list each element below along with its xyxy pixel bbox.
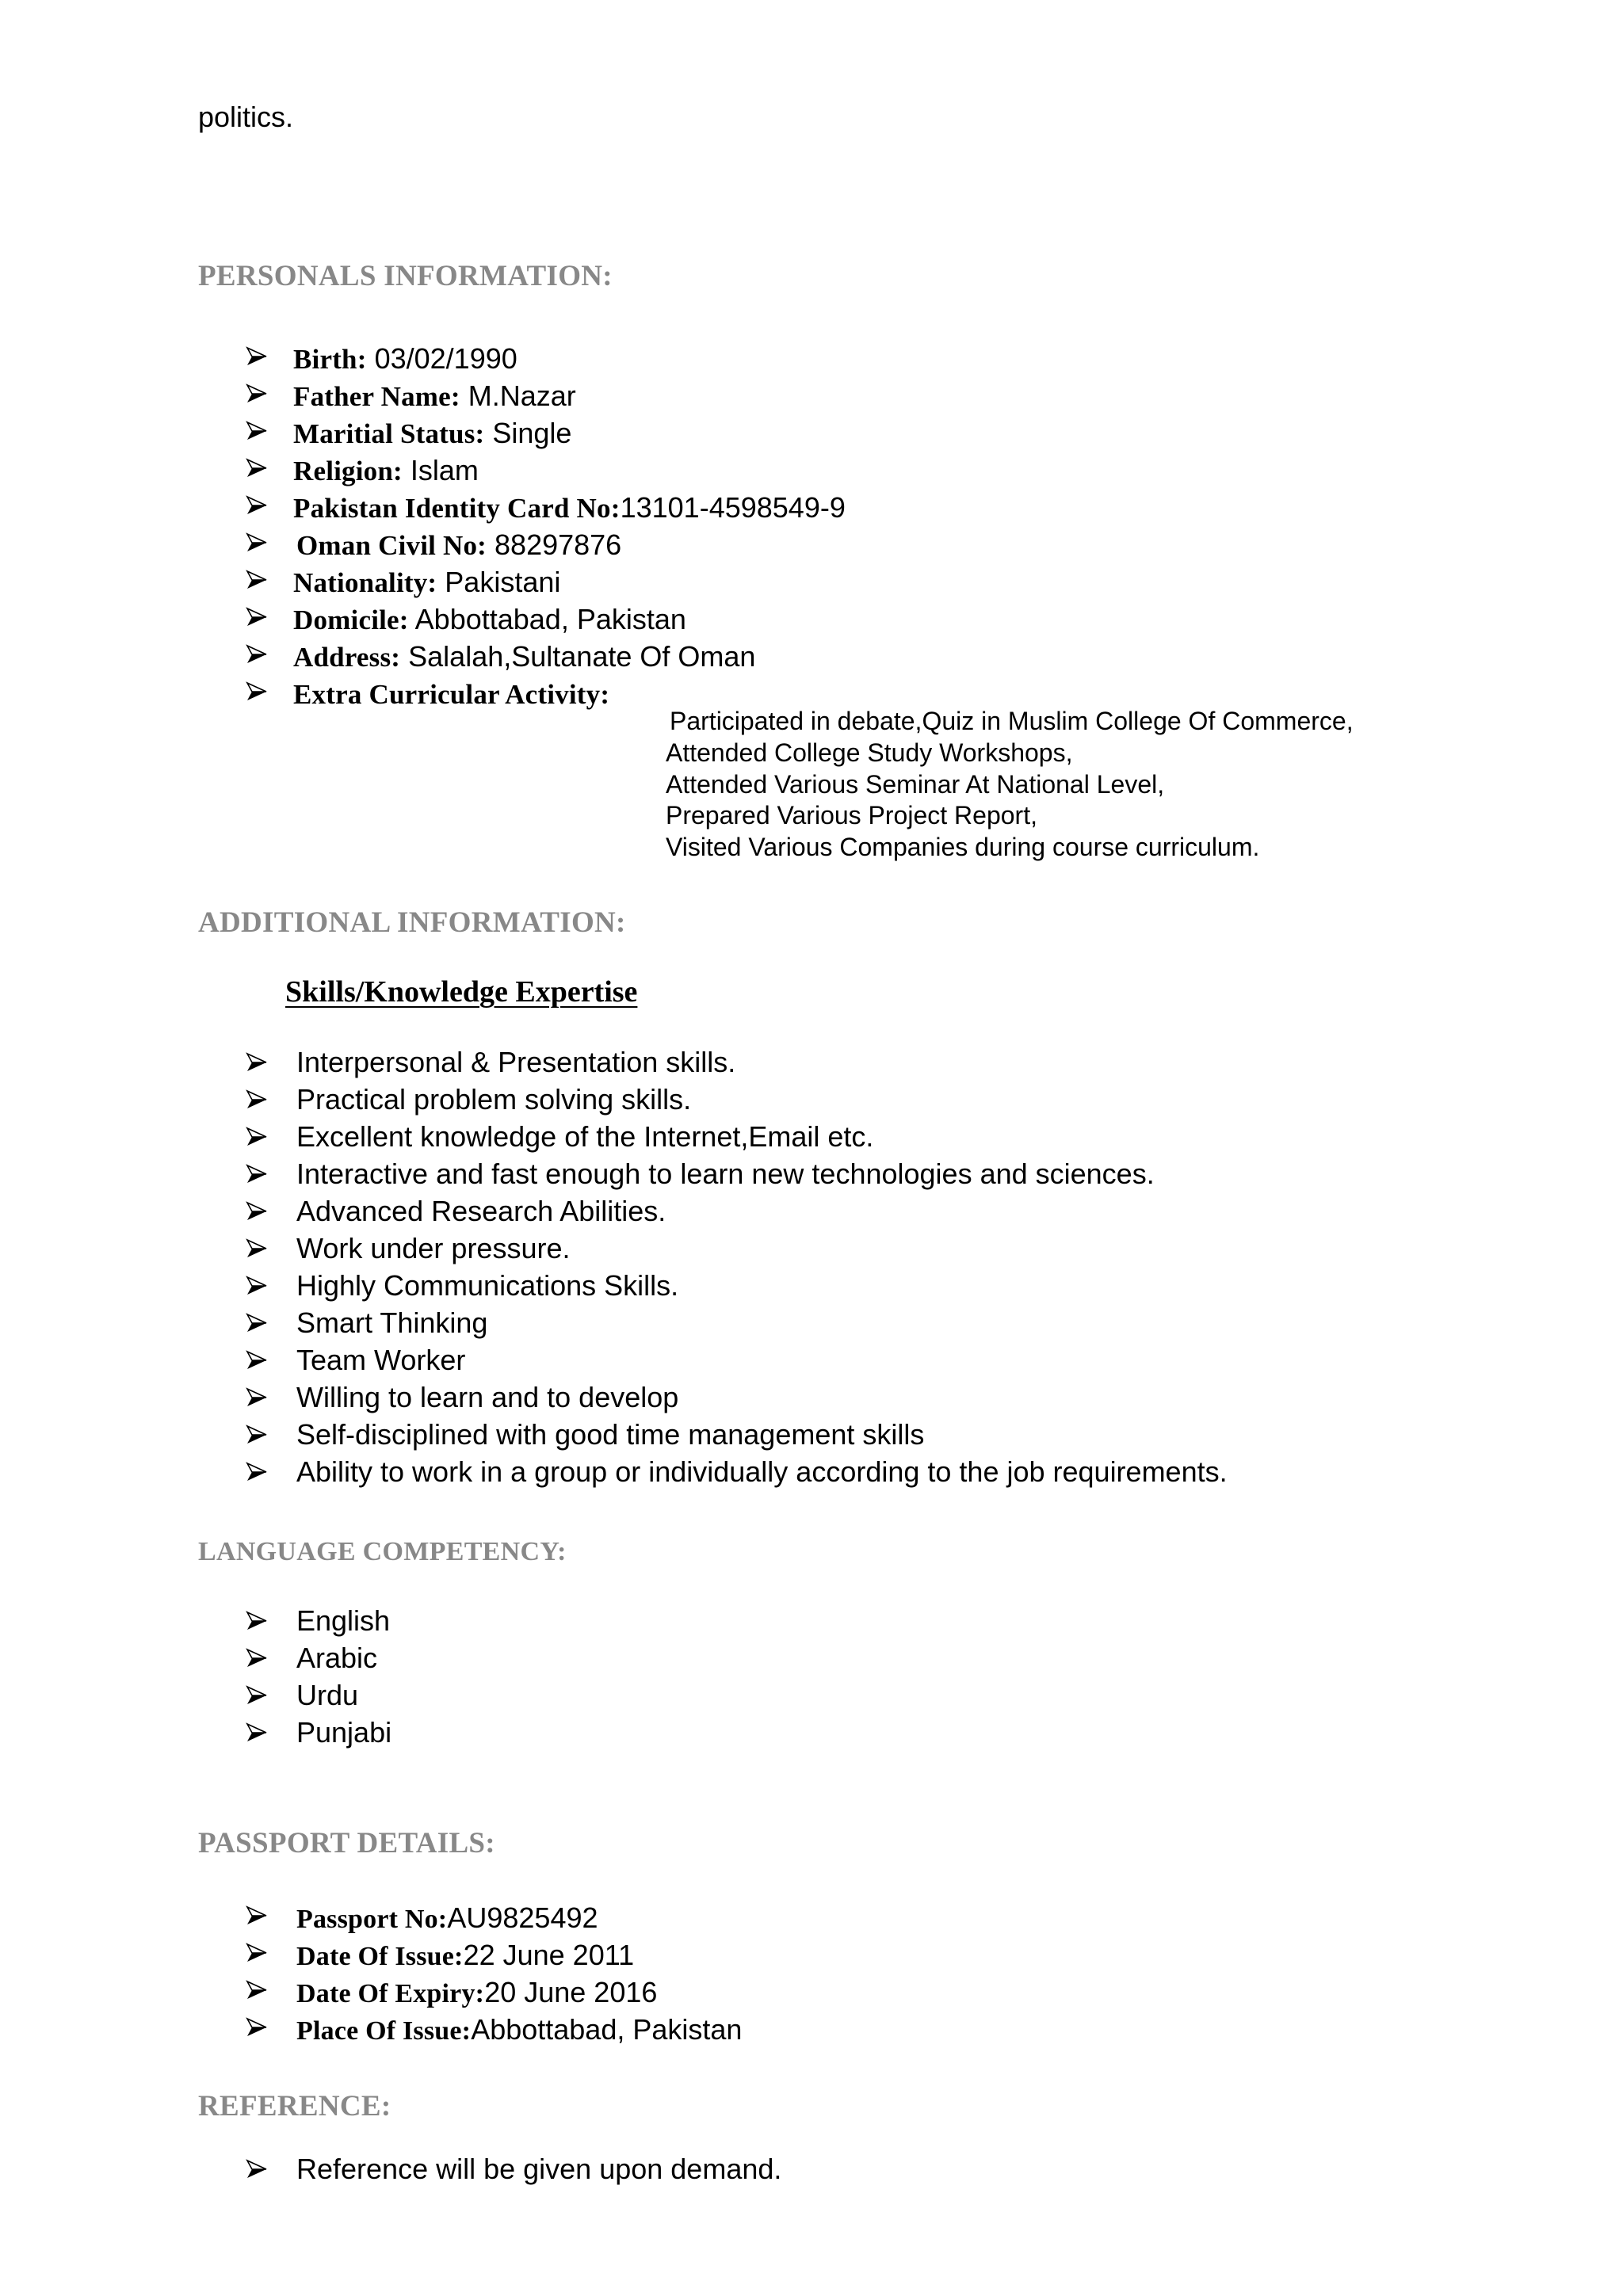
- field-value: 03/02/1990: [366, 342, 517, 375]
- skill-item: [0, 1383, 1623, 1415]
- arrowhead-bullet-icon: [246, 643, 268, 666]
- arrowhead-bullet-icon: [246, 1609, 268, 1633]
- field-value: Salalah,Sultanate Of Oman: [400, 640, 756, 673]
- personal-heading: PERSONALS INFORMATION:: [198, 260, 613, 292]
- field-label: Extra Curricular Activity:: [293, 679, 610, 710]
- extra-curricular-line: Attended Various Seminar At National Level,: [666, 770, 1165, 799]
- field-label: Address:: [293, 642, 401, 673]
- arrowhead-bullet-icon: [246, 456, 268, 480]
- language-heading: LANGUAGE COMPETENCY:: [198, 1537, 567, 1566]
- reference-text: Reference will be given upon demand.: [296, 2153, 782, 2185]
- field-label: Domicile:: [293, 605, 409, 635]
- skill-item: [0, 1160, 1623, 1192]
- passport-row-issue-date: [0, 1939, 1623, 1970]
- arrowhead-bullet-icon: [246, 1125, 268, 1149]
- skill-item: [0, 1197, 1623, 1229]
- arrowhead-bullet-icon: [246, 1646, 268, 1670]
- additional-heading: ADDITIONAL INFORMATION:: [198, 906, 626, 939]
- field-value: AU9825492: [447, 1901, 598, 1934]
- skill-text: Smart Thinking: [296, 1306, 488, 1339]
- arrowhead-bullet-icon: [246, 1274, 268, 1298]
- personal-row-address: [0, 640, 1623, 672]
- field-value: Pakistani: [437, 566, 561, 598]
- skills-subheading: Skills/Knowledge Expertise: [285, 975, 638, 1009]
- personal-row-marital-status: [0, 417, 1623, 448]
- language-text: Urdu: [296, 1679, 359, 1711]
- skill-text: Interpersonal & Presentation skills.: [296, 1046, 736, 1078]
- arrowhead-bullet-icon: [246, 1311, 268, 1335]
- arrowhead-bullet-icon: [246, 531, 268, 555]
- skill-text: Practical problem solving skills.: [296, 1083, 692, 1116]
- field-label: Date Of Issue:: [296, 1942, 464, 1971]
- arrowhead-bullet-icon: [246, 1423, 268, 1447]
- arrowhead-bullet-icon: [246, 1051, 268, 1074]
- field-label: Birth:: [293, 344, 367, 375]
- personal-row-civil-no: [0, 528, 1623, 560]
- field-label: Nationality:: [293, 567, 437, 598]
- arrowhead-bullet-icon: [246, 1088, 268, 1112]
- arrowhead-bullet-icon: [246, 419, 268, 443]
- intro-text: politics.: [198, 101, 294, 133]
- passport-heading: PASSPORT DETAILS:: [198, 1827, 495, 1859]
- arrowhead-bullet-icon: [246, 494, 268, 517]
- arrowhead-bullet-icon: [246, 1237, 268, 1261]
- field-label: Place Of Issue:: [296, 2016, 472, 2046]
- field-label: Maritial Status:: [293, 418, 485, 449]
- personal-row-birth: [0, 342, 1623, 374]
- personal-row-domicile: [0, 603, 1623, 635]
- extra-curricular-line: Visited Various Companies during course curriculum.: [666, 833, 1260, 861]
- field-value: 22 June 2011: [463, 1939, 635, 1971]
- field-label: Pakistan Identity Card No:: [293, 493, 621, 524]
- language-text: English: [296, 1604, 391, 1637]
- personal-row-identity-card: [0, 491, 1623, 523]
- passport-row-number: [0, 1901, 1623, 1933]
- skill-item: [0, 1120, 1623, 1154]
- skill-text: Work under pressure.: [296, 1232, 571, 1264]
- skill-item: [0, 1269, 1623, 1303]
- arrowhead-bullet-icon: [246, 680, 268, 704]
- arrowhead-bullet-icon: [246, 2157, 268, 2181]
- arrowhead-bullet-icon: [246, 1386, 268, 1409]
- field-value: Abbottabad, Pakistan: [408, 603, 686, 635]
- extra-curricular-line: Participated in debate,Quiz in Muslim College Of Commerce,: [670, 707, 1354, 735]
- skill-item: [0, 1418, 1623, 1452]
- language-text: Arabic: [296, 1642, 378, 1674]
- arrowhead-bullet-icon: [246, 1721, 268, 1745]
- field-value: M.Nazar: [460, 379, 576, 412]
- field-value: 88297876: [487, 528, 622, 561]
- skill-text: Highly Communications Skills.: [296, 1269, 679, 1302]
- skill-text: Excellent knowledge of the Internet,Email etc.: [296, 1120, 874, 1153]
- skill-item: [0, 1346, 1623, 1378]
- skill-text: Team Worker: [296, 1344, 466, 1376]
- field-value: Single: [484, 417, 572, 449]
- field-label: Date Of Expiry:: [296, 1979, 485, 2008]
- passport-row-expiry-date: [0, 1976, 1623, 2008]
- personal-row-religion: [0, 454, 1623, 486]
- field-value: 13101-4598549-9: [620, 491, 846, 524]
- extra-curricular-line: Prepared Various Project Report,: [666, 801, 1037, 830]
- field-label: Religion:: [293, 456, 403, 486]
- arrowhead-bullet-icon: [246, 1978, 268, 2002]
- language-item: [0, 1718, 1623, 1750]
- skill-item: [0, 1306, 1623, 1341]
- personal-row-extra-curricular: [0, 677, 1623, 709]
- personal-row-nationality: [0, 566, 1623, 597]
- language-item: [0, 1604, 1623, 1638]
- skill-item: [0, 1048, 1623, 1080]
- skill-text: Ability to work in a group or individually according to the job requirements.: [296, 1455, 1228, 1488]
- field-label: Passport No:: [296, 1905, 448, 1934]
- arrowhead-bullet-icon: [246, 1904, 268, 1928]
- arrowhead-bullet-icon: [246, 568, 268, 592]
- language-item: [0, 1644, 1623, 1676]
- skill-text: Interactive and fast enough to learn new technologies and sciences.: [296, 1158, 1155, 1190]
- arrowhead-bullet-icon: [246, 345, 268, 368]
- passport-row-place-of-issue: [0, 2013, 1623, 2045]
- arrowhead-bullet-icon: [246, 1199, 268, 1223]
- arrowhead-bullet-icon: [246, 605, 268, 629]
- arrowhead-bullet-icon: [246, 1460, 268, 1484]
- language-item: [0, 1681, 1623, 1713]
- skill-item: [0, 1455, 1623, 1489]
- extra-curricular-line: Attended College Study Workshops,: [666, 738, 1073, 767]
- field-label: Oman Civil No:: [296, 530, 487, 561]
- skill-item: [0, 1085, 1623, 1117]
- arrowhead-bullet-icon: [246, 1684, 268, 1707]
- skill-text: Self-disciplined with good time management skills: [296, 1418, 925, 1451]
- skill-item: [0, 1234, 1623, 1266]
- personal-row-father-name: [0, 379, 1623, 411]
- arrowhead-bullet-icon: [246, 1162, 268, 1186]
- arrowhead-bullet-icon: [246, 2016, 268, 2039]
- arrowhead-bullet-icon: [246, 382, 268, 406]
- language-text: Punjabi: [296, 1716, 392, 1749]
- arrowhead-bullet-icon: [246, 1941, 268, 1965]
- reference-item: [0, 2155, 1623, 2187]
- field-label: Father Name:: [293, 381, 460, 412]
- reference-heading: REFERENCE:: [198, 2090, 391, 2122]
- skill-text: Willing to learn and to develop: [296, 1381, 679, 1413]
- field-value: 20 June 2016: [484, 1976, 658, 2008]
- field-value: Abbottabad, Pakistan: [471, 2013, 743, 2046]
- field-value: Islam: [402, 454, 479, 486]
- skill-text: Advanced Research Abilities.: [296, 1195, 666, 1227]
- arrowhead-bullet-icon: [246, 1348, 268, 1372]
